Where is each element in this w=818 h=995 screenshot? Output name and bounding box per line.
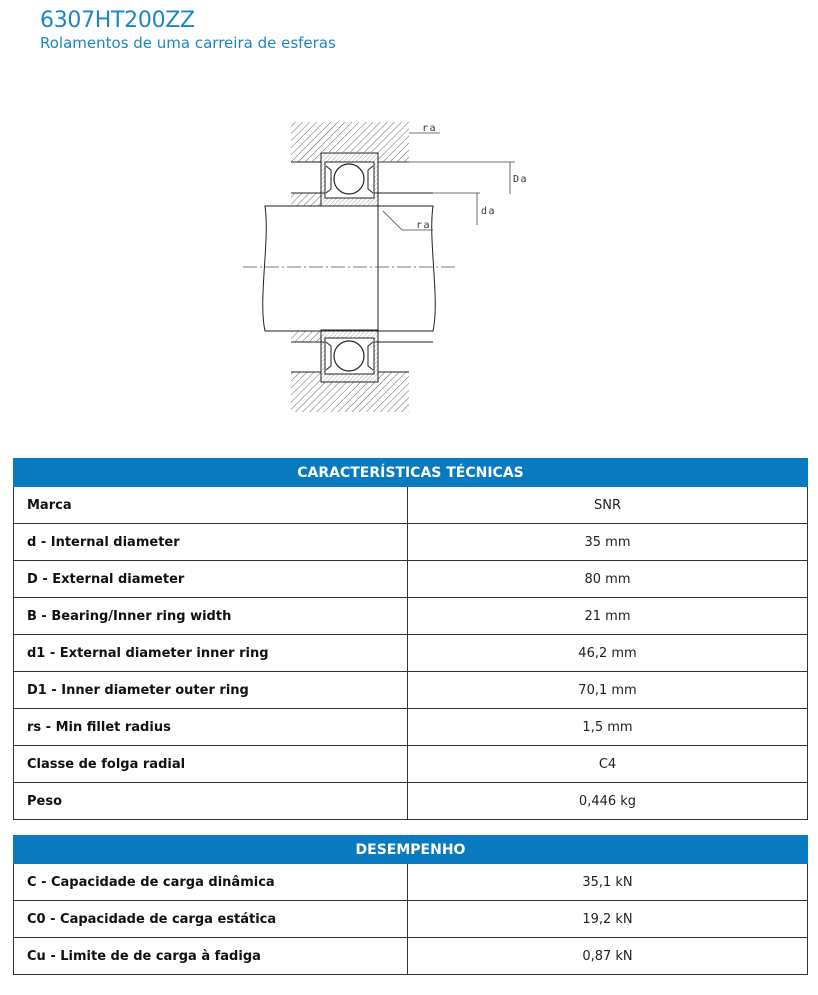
- row-value: 0,87 kN: [408, 938, 808, 975]
- row-label: Cu - Limite de de carga à fadiga: [14, 938, 408, 975]
- bearing-section-top: [321, 153, 378, 206]
- row-label: B - Bearing/Inner ring width: [14, 598, 408, 635]
- table-row: [14, 864, 808, 901]
- bearing-mounting-drawing: [230, 115, 550, 420]
- table-row: [14, 524, 808, 561]
- row-value: 35,1 kN: [408, 864, 808, 901]
- table-row: [14, 561, 808, 598]
- row-value: 46,2 mm: [408, 635, 808, 672]
- row-value: 70,1 mm: [408, 672, 808, 709]
- label-Da: Da: [513, 174, 529, 185]
- row-value: 0,446 kg: [408, 783, 808, 820]
- label-da: da: [481, 206, 497, 217]
- row-label: Marca: [14, 487, 408, 524]
- row-label: C - Capacidade de carga dinâmica: [14, 864, 408, 901]
- table-row: [14, 783, 808, 820]
- product-title: 6307HT200ZZ: [40, 8, 195, 33]
- technical-characteristics-table: [13, 458, 808, 820]
- row-value: SNR: [408, 487, 808, 524]
- table-row: [14, 672, 808, 709]
- row-value: 21 mm: [408, 598, 808, 635]
- label-ra-top: ra: [422, 123, 438, 134]
- row-value: C4: [408, 746, 808, 783]
- row-value: 19,2 kN: [408, 901, 808, 938]
- label-ra-mid: ra: [416, 220, 432, 231]
- table-row: [14, 598, 808, 635]
- product-subtitle: Rolamentos de uma carreira de esferas: [40, 34, 336, 52]
- perf-table-heading: DESEMPENHO: [14, 836, 808, 864]
- table-row: [14, 709, 808, 746]
- table-row: [14, 487, 808, 524]
- row-label: d - Internal diameter: [14, 524, 408, 561]
- table-row: [14, 635, 808, 672]
- table-row: [14, 901, 808, 938]
- bearing-section-bottom: [321, 330, 378, 382]
- row-value: 1,5 mm: [408, 709, 808, 746]
- table-row: [14, 746, 808, 783]
- table-row: [14, 938, 808, 975]
- tech-table-heading: CARACTERÍSTICAS TÉCNICAS: [14, 459, 808, 487]
- row-value: 35 mm: [408, 524, 808, 561]
- row-label: d1 - External diameter inner ring: [14, 635, 408, 672]
- row-label: rs - Min fillet radius: [14, 709, 408, 746]
- row-label: Peso: [14, 783, 408, 820]
- row-label: C0 - Capacidade de carga estática: [14, 901, 408, 938]
- row-value: 80 mm: [408, 561, 808, 598]
- performance-table: [13, 835, 808, 975]
- row-label: D - External diameter: [14, 561, 408, 598]
- shaft: [263, 193, 436, 342]
- row-label: Classe de folga radial: [14, 746, 408, 783]
- row-label: D1 - Inner diameter outer ring: [14, 672, 408, 709]
